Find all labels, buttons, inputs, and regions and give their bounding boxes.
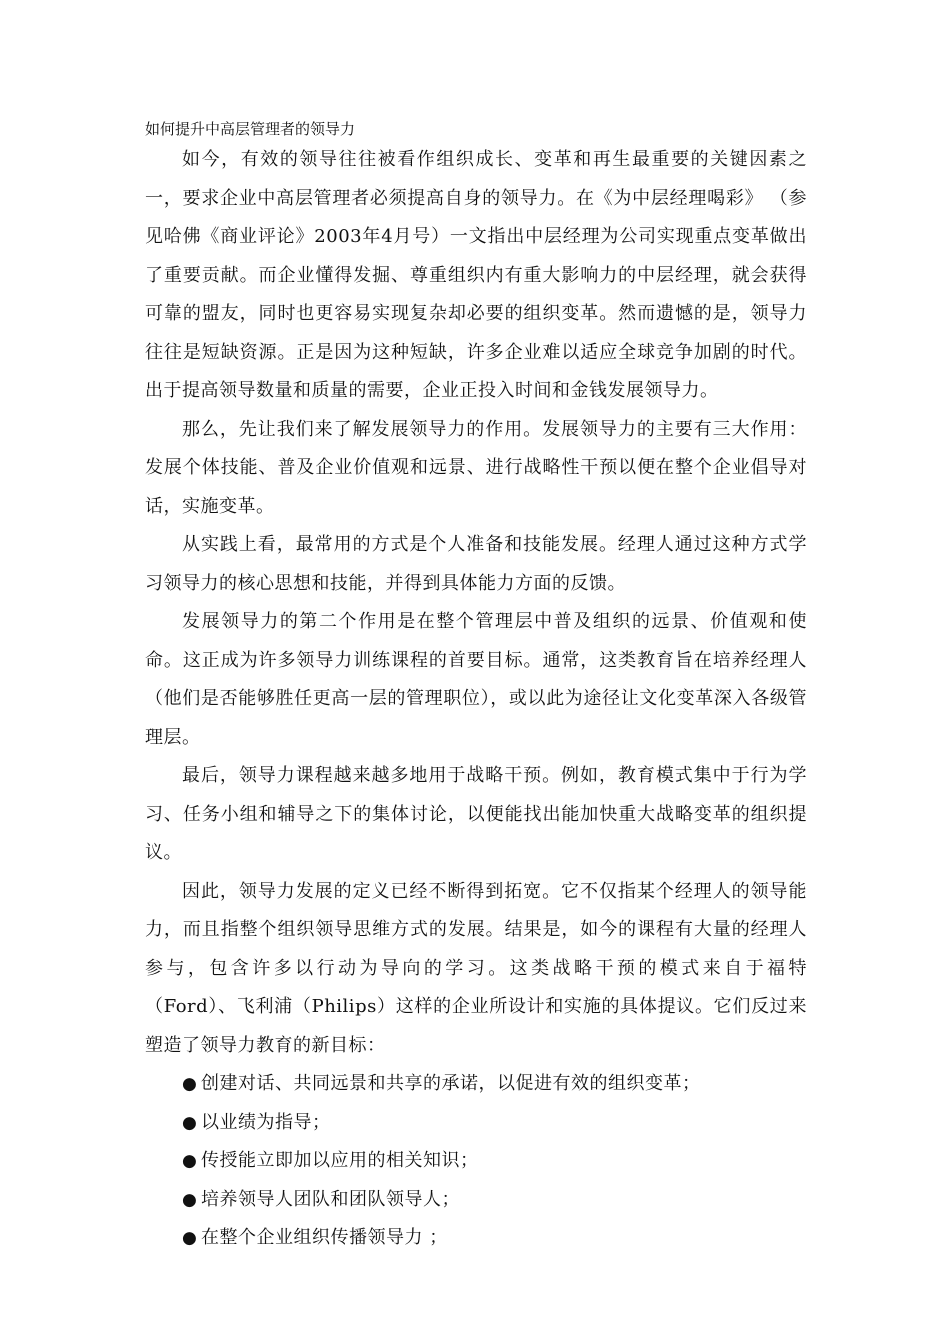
list-item-text: 创建对话、共同远景和共享的承诺，以促进有效的组织变革；: [201, 1073, 701, 1094]
list-item: [145, 1104, 807, 1143]
bullet-icon: ●: [182, 1151, 198, 1171]
list-item: [145, 1065, 807, 1104]
list-item: [145, 1181, 807, 1220]
bullet-icon: ●: [182, 1112, 198, 1133]
paragraph-practice: 从实践上看，最常用的方式是个人准备和技能发展。经理人通过这种方式学习领导力的核心思想和技能，并得到具体能力方面的反馈。: [145, 534, 807, 594]
list-item-text: 在整个企业组织传播领导力 ；: [201, 1227, 448, 1248]
paragraph-second-role: 发展领导力的第二个作用是在整个管理层中普及组织的远景、价值观和使命。这正成为许多领导力训练课程的首要目标。通常，这类教育旨在培养经理人（他们是否能够胜任更高一层的管理职位），或以此为途径让文化变革深入各级管理层。: [145, 611, 807, 748]
bullet-icon: ●: [182, 1228, 198, 1248]
goals-list: [145, 1065, 807, 1258]
document-title: 如何提升中高层管理者的领导力: [145, 120, 356, 138]
bullet-icon: ●: [182, 1074, 198, 1094]
paragraph-roles: 那么，先让我们来了解发展领导力的作用。发展领导力的主要有三大作用：发展个体技能、普及企业价值观和远景、进行战略性干预以便在整个企业倡导对话，实施变革。: [145, 418, 807, 517]
list-item-text: 传授能立即加以应用的相关知识；: [201, 1150, 479, 1171]
paragraph-intro: 如今，有效的领导往往被看作组织成长、变革和再生最重要的关键因素之一，要求企业中高层管理者必须提高自身的领导力。在《为中层经理喝彩》 （参见哈佛《商业评论》2003年4月号）一文指出中层经理为公司实现重点变革做出了重要贡献。而企业懂得发掘、尊重组织内有重大影响力的中层经理，就会获得可靠的盟友，同时也更容易实现复杂却必要的组织变革。然而遗憾的是，领导力往往是短缺资源。正是因为这种短缺，许多企业难以适应全球竞争加剧的时代。出于提高领导数量和质量的需要，企业正投入时间和金钱发展领导力。: [145, 149, 807, 401]
bullet-icon: ●: [182, 1189, 198, 1210]
paragraph-strategic: 最后，领导力课程越来越多地用于战略干预。例如，教育模式集中于行为学习、任务小组和辅导之下的集体讨论，以便能找出能加快重大战略变革的组织提议。: [145, 765, 807, 863]
list-item-text: 以业绩为指导；: [201, 1111, 331, 1133]
list-item: [145, 1219, 807, 1258]
paragraph-definition: 因此，领导力发展的定义已经不断得到拓宽。它不仅指某个经理人的领导能力，而且指整个组织领导思维方式的发展。结果是，如今的课程有大量的经理人参与，包含许多以行动为导向的学习。这类战略干预的模式来自于福特（Ford）、飞利浦（Philips）这样的企业所设计和实施的具体提议。它们反过来塑造了领导力教育的新目标：: [145, 880, 807, 1056]
list-item-text: 培养领导人团队和团队领导人；: [201, 1188, 460, 1210]
list-item: [145, 1142, 807, 1181]
document-body: [145, 141, 807, 1258]
